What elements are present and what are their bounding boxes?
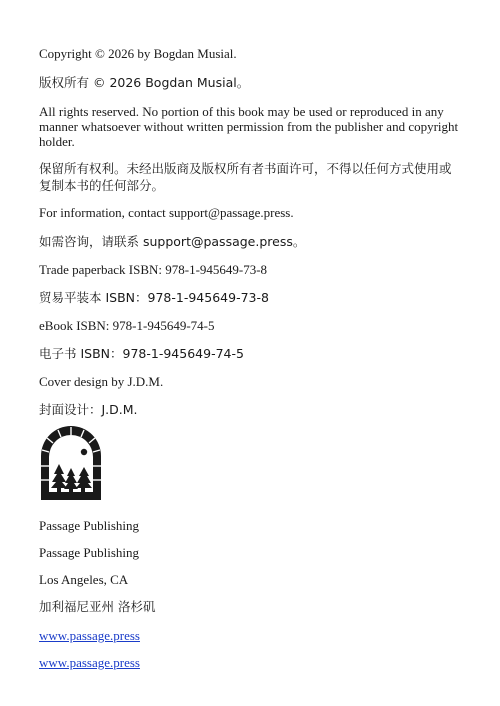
copyright-line-en: Copyright © 2026 by Bogdan Musial. bbox=[39, 46, 237, 61]
cover-credit-zh: 封面设计：J.D.M. bbox=[39, 402, 138, 417]
publisher-website-link[interactable]: www.passage.press bbox=[39, 628, 140, 643]
publisher-name: Passage Publishing bbox=[39, 518, 140, 533]
isbn-paperback-zh: 贸易平装本 ISBN：978-1-945649-73-8 bbox=[39, 290, 269, 305]
contact-line-zh: 如需咨询，请联系 support@passage.press。 bbox=[39, 234, 306, 249]
isbn-ebook-zh: 电子书 ISBN：978-1-945649-74-5 bbox=[39, 346, 244, 361]
rights-statement-zh: 保留所有权利。未经出版商及版权所有者书面许可，不得以任何方式使用或复制本书的任何部分。 bbox=[39, 161, 452, 193]
rights-statement-en: All rights reserved. No portion of this book may be used or reproduced in any manner whatsoever without written permission from the publisher and copyright holder. bbox=[39, 104, 459, 149]
publisher-location-en: Los Angeles, CA bbox=[39, 572, 129, 587]
cover-credit-en: Cover design by J.D.M. bbox=[39, 374, 164, 389]
publisher-name-zh: Passage Publishing bbox=[39, 545, 140, 560]
isbn-ebook-en: eBook ISBN: 978-1-945649-74-5 bbox=[39, 318, 215, 333]
isbn-paperback-en: Trade paperback ISBN: 978-1-945649-73-8 bbox=[39, 262, 268, 277]
publisher-location-zh: 加利福尼亚州 洛杉矶 bbox=[39, 599, 156, 614]
contact-line-en: For information, contact support@passage.press. bbox=[39, 205, 294, 220]
copyright-line-zh: 版权所有 © 2026 Bogdan Musial。 bbox=[39, 75, 250, 90]
publisher-logo-icon bbox=[39, 426, 103, 502]
publisher-website-link-2[interactable]: www.passage.press bbox=[39, 655, 140, 670]
copyright-page bbox=[39, 0, 461, 706]
